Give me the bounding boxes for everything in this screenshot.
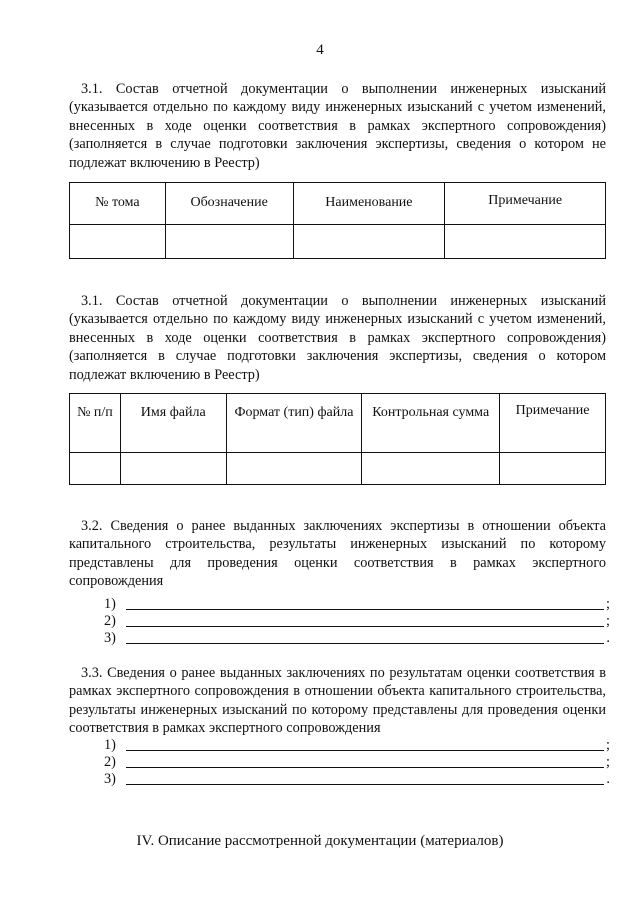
line-end: ; xyxy=(606,596,610,612)
col-header-checksum: Контрольная сумма xyxy=(362,394,500,453)
col-header-note: Примечание xyxy=(445,183,606,225)
fill-line[interactable] xyxy=(126,626,604,627)
section-3-2-body: 3.2. Сведения о ранее выданных заключениях экспертизы в отношении объекта капитального строительства, результаты инженерных изысканий по которому представлены для проведения оценки соответствия в рамках экспертного сопровождения xyxy=(69,518,606,590)
list-item[interactable] xyxy=(104,754,610,771)
table-cell[interactable] xyxy=(500,453,606,485)
line-number: 3) xyxy=(104,630,116,646)
table-cell[interactable] xyxy=(120,453,226,485)
section-3-2-text xyxy=(69,517,606,591)
col-header-designation: Обозначение xyxy=(165,183,293,225)
list-item[interactable] xyxy=(104,737,610,754)
table-cell[interactable] xyxy=(226,453,362,485)
list-item[interactable] xyxy=(104,613,610,630)
page-number: 4 xyxy=(316,42,324,58)
table-cell[interactable] xyxy=(445,225,606,259)
line-number: 3) xyxy=(104,771,116,787)
col-header-file-format: Формат (тип) файла xyxy=(226,394,362,453)
section-3-1-a-body: 3.1. Состав отчетной документации о выполнении инженерных изысканий (указывается отдельно по каждому виду инженерных изысканий с учетом изменений, внесенных в ходе оценки соответствия в рамках экспертного сопровождения) (заполняется в случае подготовки заключения экспертизы, сведения о котором не подлежат включению в Реестр) xyxy=(69,81,606,171)
table-header-row xyxy=(70,394,606,453)
fill-line[interactable] xyxy=(126,784,604,785)
section-4-title: IV. Описание рассмотренной документации (материалов) xyxy=(136,833,504,849)
col-header-name: Наименование xyxy=(293,183,445,225)
line-end: ; xyxy=(606,754,610,770)
line-number: 2) xyxy=(104,613,116,629)
fill-line[interactable] xyxy=(126,643,604,644)
table-cell[interactable] xyxy=(362,453,500,485)
line-number: 1) xyxy=(104,596,116,612)
table-row xyxy=(70,225,606,259)
table-cell[interactable] xyxy=(70,225,166,259)
table-row xyxy=(70,453,606,485)
list-item[interactable] xyxy=(104,771,610,788)
col-header-note: Примечание xyxy=(500,394,606,453)
fill-line[interactable] xyxy=(126,767,604,768)
volumes-table xyxy=(69,182,606,259)
section-3-3-text xyxy=(69,664,606,738)
line-number: 2) xyxy=(104,754,116,770)
table-cell[interactable] xyxy=(165,225,293,259)
line-end: . xyxy=(606,771,610,787)
table-header-row xyxy=(70,183,606,225)
col-header-number: № п/п xyxy=(70,394,121,453)
line-end: ; xyxy=(606,737,610,753)
line-end: ; xyxy=(606,613,610,629)
line-number: 1) xyxy=(104,737,116,753)
table-cell[interactable] xyxy=(293,225,445,259)
list-item[interactable] xyxy=(104,630,610,647)
section-3-2-lines xyxy=(104,596,610,647)
section-3-1-a-text xyxy=(69,80,606,172)
line-end: . xyxy=(606,630,610,646)
fill-line[interactable] xyxy=(126,609,604,610)
files-table xyxy=(69,393,606,485)
list-item[interactable] xyxy=(104,596,610,613)
fill-line[interactable] xyxy=(126,750,604,751)
section-3-3-lines xyxy=(104,737,610,788)
section-3-3-body: 3.3. Сведения о ранее выданных заключениях по результатам оценки соответствия в рамках экспертного сопровождения в отношении объекта капитального строительства, результаты инженерных изысканий по которому представлены для проведения оценки соответствия в рамках экспертного сопровождения xyxy=(69,665,606,737)
col-header-file-name: Имя файла xyxy=(120,394,226,453)
col-header-volume: № тома xyxy=(70,183,166,225)
table-cell[interactable] xyxy=(70,453,121,485)
section-3-1-b-body: 3.1. Состав отчетной документации о выполнении инженерных изысканий (указывается отдельно по каждому виду инженерных изысканий с учетом изменений, внесенных в ходе оценки соответствия в рамках экспертного сопровождения) (заполняется в случае подготовки заключения экспертизы, сведения о котором подлежат включению в Реестр) xyxy=(69,293,606,383)
section-3-1-b-text xyxy=(69,292,606,384)
